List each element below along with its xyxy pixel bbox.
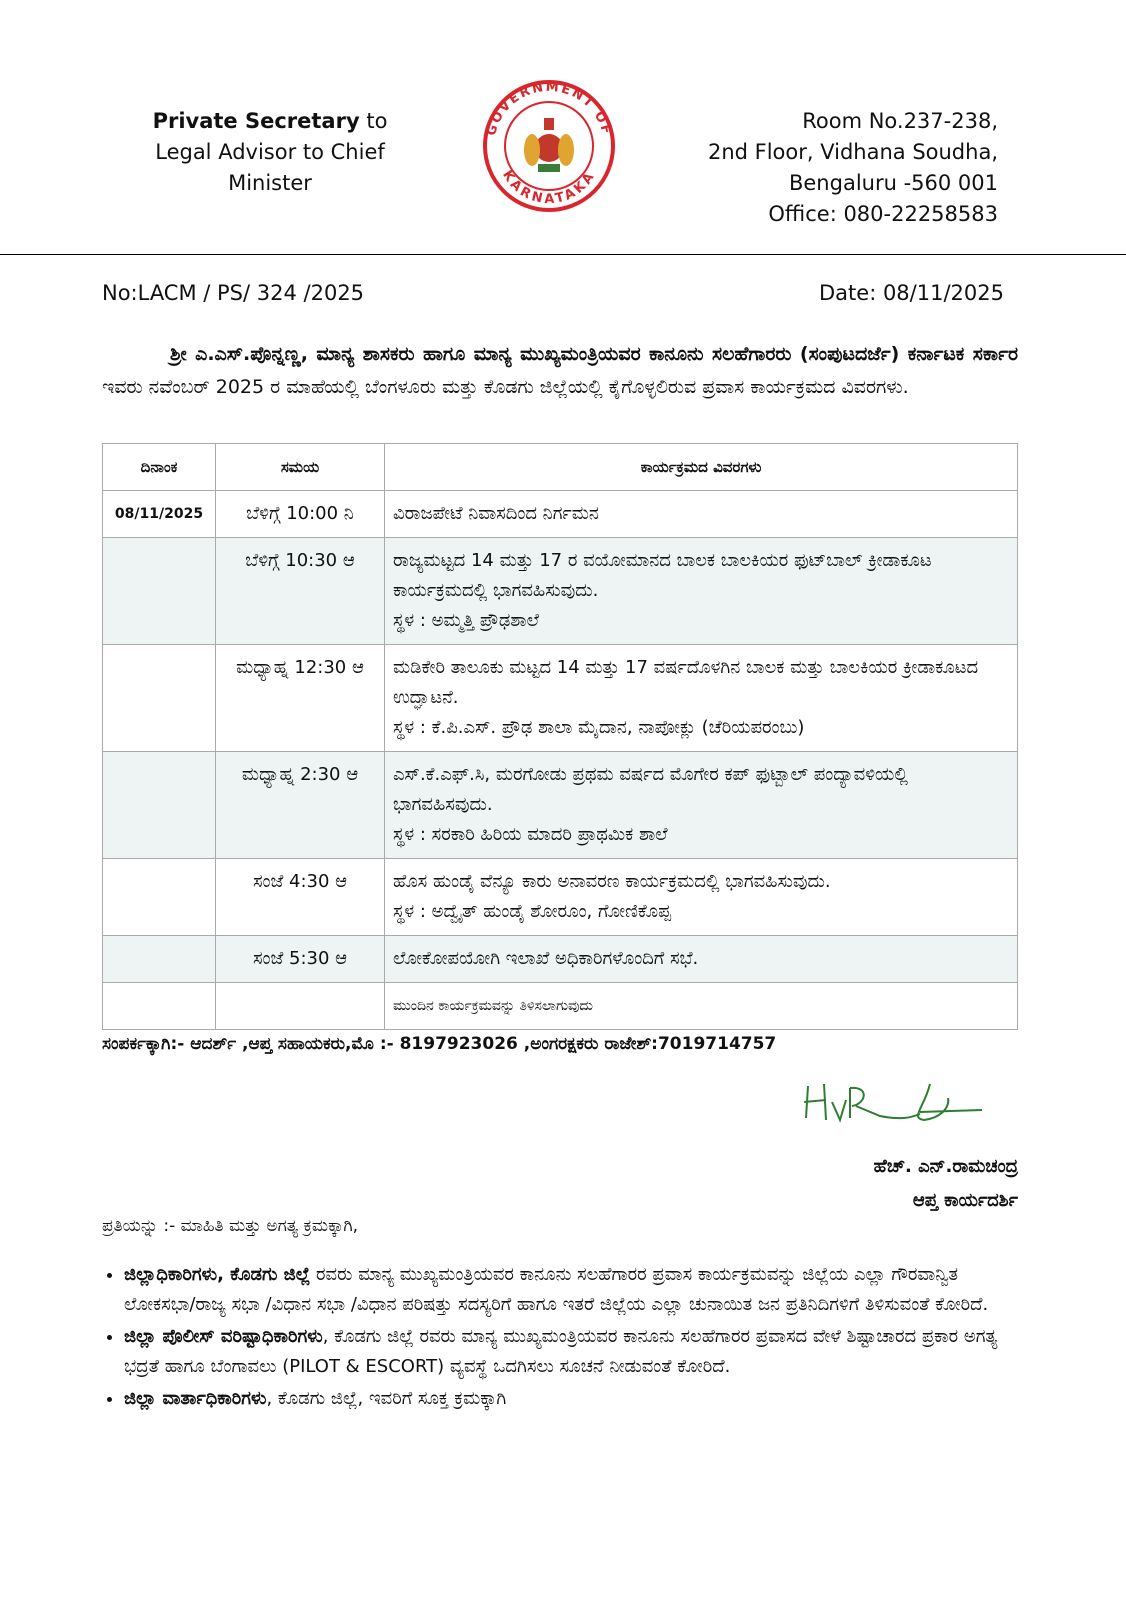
event-description: ಮಡಿಕೇರಿ ತಾಲೂಕು ಮಟ್ಟದ 14 ಮತ್ತು 17 ವರ್ಷದೊಳಗಿನ ಬಾಲಕ ಮತ್ತು ಬಾಲಕಿಯರ ಕ್ರೀಡಾಕೂಟದ ಉದ್ಘಾಟನೆ.	[393, 657, 979, 708]
recipient-text: ರವರು ಮಾನ್ಯ ಮುಖ್ಯಮಂತ್ರಿಯವರ ಕಾನೂನು ಸಲಹೆಗಾರರ ಪ್ರವಾಸ ಕಾರ್ಯಕ್ರಮವನ್ನು ಜಿಲ್ಲೆಯ ಎಲ್ಲಾ ಗೌರವಾನ್ವಿತ ಲೋಕಸಭಾ/ರಾಜ್ಯ ಸಭಾ /ವಿಧಾನ ಸಭಾ /ವಿಧಾನ ಪರಿಷತ್ತು ಸದಸ್ಯರಿಗೆ ಹಾಗೂ ಇತರೆ ಜಿಲ್ಲೆಯ ಎಲ್ಲಾ ಚುನಾಯಿತ ಜನ ಪ್ರತಿನಿದಿಗಳಿಗೆ ತಿಳಿಸುವಂತೆ ಕೋರಿದೆ.	[124, 1264, 989, 1315]
intro-bold: ಶ್ರೀ ಎ.ಎಸ್.ಪೊನ್ನಣ್ಣ, ಮಾನ್ಯ ಶಾಸಕರು ಹಾಗೂ ಮಾನ್ಯ ಮುಖ್ಯಮಂತ್ರಿಯವರ ಕಾನೂನು ಸಲಹೆಗಾರರು (ಸಂಪುಟದರ್ಜೆ) ಕರ್ನಾಟಕ ಸರ್ಕಾರ	[170, 343, 1018, 365]
svg-text:GOVERNMENT OF: GOVERNMENT OF	[483, 79, 615, 138]
list-item	[124, 1260, 1034, 1320]
recipient-text: , ಕೊಡಗು ಜಿಲ್ಲೆ ರವರು ಮಾನ್ಯ ಮುಖ್ಯಮಂತ್ರಿಯವರ ಕಾನೂನು ಸಲಹೆಗಾರರ ಪ್ರವಾಸದ ವೇಳೆ ಶಿಷ್ಟಾಚಾರದ ಪ್ರಕಾರ ಅಗತ್ಯ ಭದ್ರತೆ ಹಾಗೂ ಬೆಂಗಾವಲು (PILOT & ESCORT) ವ್ಯವಸ್ಥೆ ಒದಗಿಸಲು ಸೂಚನೆ ನೀಡುವಂತೆ ಕೋರಿದೆ.	[124, 1326, 998, 1377]
sender-office: Legal Advisor to Chief Minister	[155, 140, 385, 195]
copy-to-list	[102, 1260, 1034, 1416]
sender-title: Private Secretary	[152, 109, 360, 133]
intro-text: ಇವರು ನವೆಂಬರ್ 2025 ರ ಮಾಹೆಯಲ್ಲಿ ಬೆಂಗಳೂರು ಮತ್ತು ಕೊಡಗು ಜಿಲ್ಲೆಯಲ್ಲಿ ಕೈಗೊಳ್ಳಲಿರುವ ಪ್ರವಾಸ ಕಾರ್ಯಕ್ರಮದ ವಿವರಗಳು.	[102, 376, 909, 398]
row-time: ಬೆಳಿಗ್ಗೆ 10:30 ಆ	[216, 538, 385, 645]
row-date	[103, 645, 216, 752]
address-line: Bengaluru -560 001	[788, 171, 998, 195]
office-address	[708, 106, 998, 230]
event-venue: ಸ್ಥಳ : ಅಮ್ಮತ್ತಿ ಪ್ರೌಢಶಾಲೆ	[393, 610, 539, 631]
sender-block	[110, 106, 430, 199]
row-details	[385, 538, 1018, 645]
row-date	[103, 859, 216, 936]
signatory-block	[874, 1150, 1018, 1218]
address-line: Room No.237-238,	[802, 109, 998, 133]
table-row	[103, 645, 1018, 752]
header-details: ಕಾರ್ಯಕ್ರಮದ ವಿವರಗಳು	[385, 444, 1018, 491]
letter-date: Date: 08/11/2025	[819, 281, 1004, 305]
office-phone: Office: 080-22258583	[768, 202, 998, 226]
list-item	[124, 1322, 1034, 1382]
table-footer-row	[103, 983, 1018, 1030]
row-details	[385, 491, 1018, 538]
header-divider	[0, 254, 1126, 255]
recipient: ಜಿಲ್ಲಾ ವಾರ್ತಾಧಿಕಾರಿಗಳು	[124, 1388, 267, 1409]
event-description: ಲೋಕೋಪಯೋಗಿ ಇಲಾಖೆ ಅಧಿಕಾರಿಗಳೊಂದಿಗೆ ಸಭೆ.	[393, 948, 699, 969]
reference-number: No:LACM / PS/ 324 /2025	[102, 281, 365, 305]
table-row	[103, 859, 1018, 936]
row-time: ಸಂಜೆ 5:30 ಆ	[216, 936, 385, 983]
table-row	[103, 936, 1018, 983]
event-venue: ಸ್ಥಳ : ಅದ್ವೈತ್ ಹುಂಡೈ ಶೋರೂಂ, ಗೋಣಿಕೊಪ್ಪ	[393, 901, 672, 922]
row-date	[103, 538, 216, 645]
event-description: ರಾಜ್ಯಮಟ್ಟದ 14 ಮತ್ತು 17 ರ ವಯೋಮಾನದ ಬಾಲಕ ಬಾಲಕಿಯರ ಫುಟ್‌ಬಾಲ್ ಕ್ರೀಡಾಕೂಟ ಕಾರ್ಯಕ್ರಮದಲ್ಲಿ ಭಾಗವಹಿಸುವುದು.	[393, 550, 932, 601]
table-row	[103, 752, 1018, 859]
row-date	[103, 752, 216, 859]
svg-text:KARNATAKA: KARNATAKA	[499, 168, 599, 208]
row-details	[385, 936, 1018, 983]
contact-line: ಸಂಪರ್ಕಕ್ಕಾಗಿ:- ಆದರ್ಶ್ ,ಆಪ್ತ ಸಹಾಯಕರು,ಮೊ :- 8197923026 ,ಅಂಗರಕ್ಷಕರು ರಾಜೇಶ್:7019714757	[102, 1034, 777, 1054]
event-description: ಹೊಸ ಹುಂಡೈ ವೆನ್ಯೂ ಕಾರು ಅನಾವರಣ ಕಾರ್ಯಕ್ರಮದಲ್ಲಿ ಭಾಗವಹಿಸುವುದು.	[393, 871, 831, 892]
footer-note: ಮುಂದಿನ ಕಾರ್ಯಕ್ರಮವನ್ನು ತಿಳಿಸಲಾಗುವುದು	[385, 983, 1018, 1030]
signatory-name: ಹೆಚ್. ಎನ್.ರಾಮಚಂದ್ರ	[873, 1156, 1018, 1177]
intro-paragraph	[102, 338, 1018, 404]
header-date: ದಿನಾಂಕ	[103, 444, 216, 491]
row-details	[385, 859, 1018, 936]
sender-title-suffix: to	[359, 109, 388, 133]
row-time: ಮಧ್ಯಾಹ್ನ 12:30 ಆ	[216, 645, 385, 752]
event-venue: ಸ್ಥಳ : ಕೆ.ಪಿ.ಎಸ್. ಪ್ರೌಢ ಶಾಲಾ ಮೈದಾನ, ನಾಪೋಕ್ಲು (ಚೆರಿಯಪರಂಬು)	[393, 717, 805, 738]
signatory-designation: ಆಪ್ತ ಕಾರ್ಯದರ್ಶಿ	[912, 1190, 1018, 1211]
header-time: ಸಮಯ	[216, 444, 385, 491]
recipient: ಜಿಲ್ಲಾಧಿಕಾರಿಗಳು, ಕೊಡಗು ಜಿಲ್ಲೆ	[124, 1264, 311, 1285]
row-date: 08/11/2025	[103, 491, 216, 538]
recipient: ಜಿಲ್ಲಾ ಪೊಲೀಸ್ ವರಿಷ್ಟಾಧಿಕಾರಿಗಳು	[124, 1326, 323, 1347]
row-time: ಮಧ್ಯಾಹ್ನ 2:30 ಆ	[216, 752, 385, 859]
table-row	[103, 491, 1018, 538]
row-time: ಬೆಳಿಗ್ಗೆ 10:00 ನಿ	[216, 491, 385, 538]
list-item	[124, 1384, 1034, 1414]
recipient-text: , ಕೊಡಗು ಜಿಲ್ಲೆ, ಇವರಿಗೆ ಸೂಕ್ತ ಕ್ರಮಕ್ಕಾಗಿ	[266, 1388, 507, 1409]
karnataka-seal-logo	[474, 78, 624, 214]
row-date	[103, 936, 216, 983]
copy-to-label: ಪ್ರತಿಯನ್ನು :- ಮಾಹಿತಿ ಮತ್ತು ಅಗತ್ಯ ಕ್ರಮಕ್ಕಾಗಿ,	[102, 1216, 359, 1236]
schedule-table	[102, 443, 1018, 1030]
table-row	[103, 538, 1018, 645]
event-description: ಎಸ್.ಕೆ.ಎಫ್.ಸಿ, ಮರಗೋಡು ಪ್ರಥಮ ವರ್ಷದ ಮೊಗೇರ ಕಪ್ ಫುಟ್ಬಾಲ್ ಪಂದ್ಯಾವಳಿಯಲ್ಲಿ ಭಾಗವಹಿಸವುದು.	[393, 764, 908, 815]
table-header-row	[103, 444, 1018, 491]
event-description: ವಿರಾಜಪೇಟೆ ನಿವಾಸದಿಂದ ನಿರ್ಗಮನ	[393, 503, 599, 524]
row-details	[385, 645, 1018, 752]
event-venue: ಸ್ಥಳ : ಸರಕಾರಿ ಹಿರಿಯ ಮಾದರಿ ಪ್ರಾಥಮಿಕ ಶಾಲೆ	[393, 824, 668, 845]
signature-image	[800, 1078, 990, 1138]
row-details	[385, 752, 1018, 859]
row-time: ಸಂಜೆ 4:30 ಆ	[216, 859, 385, 936]
address-line: 2nd Floor, Vidhana Soudha,	[707, 140, 998, 164]
